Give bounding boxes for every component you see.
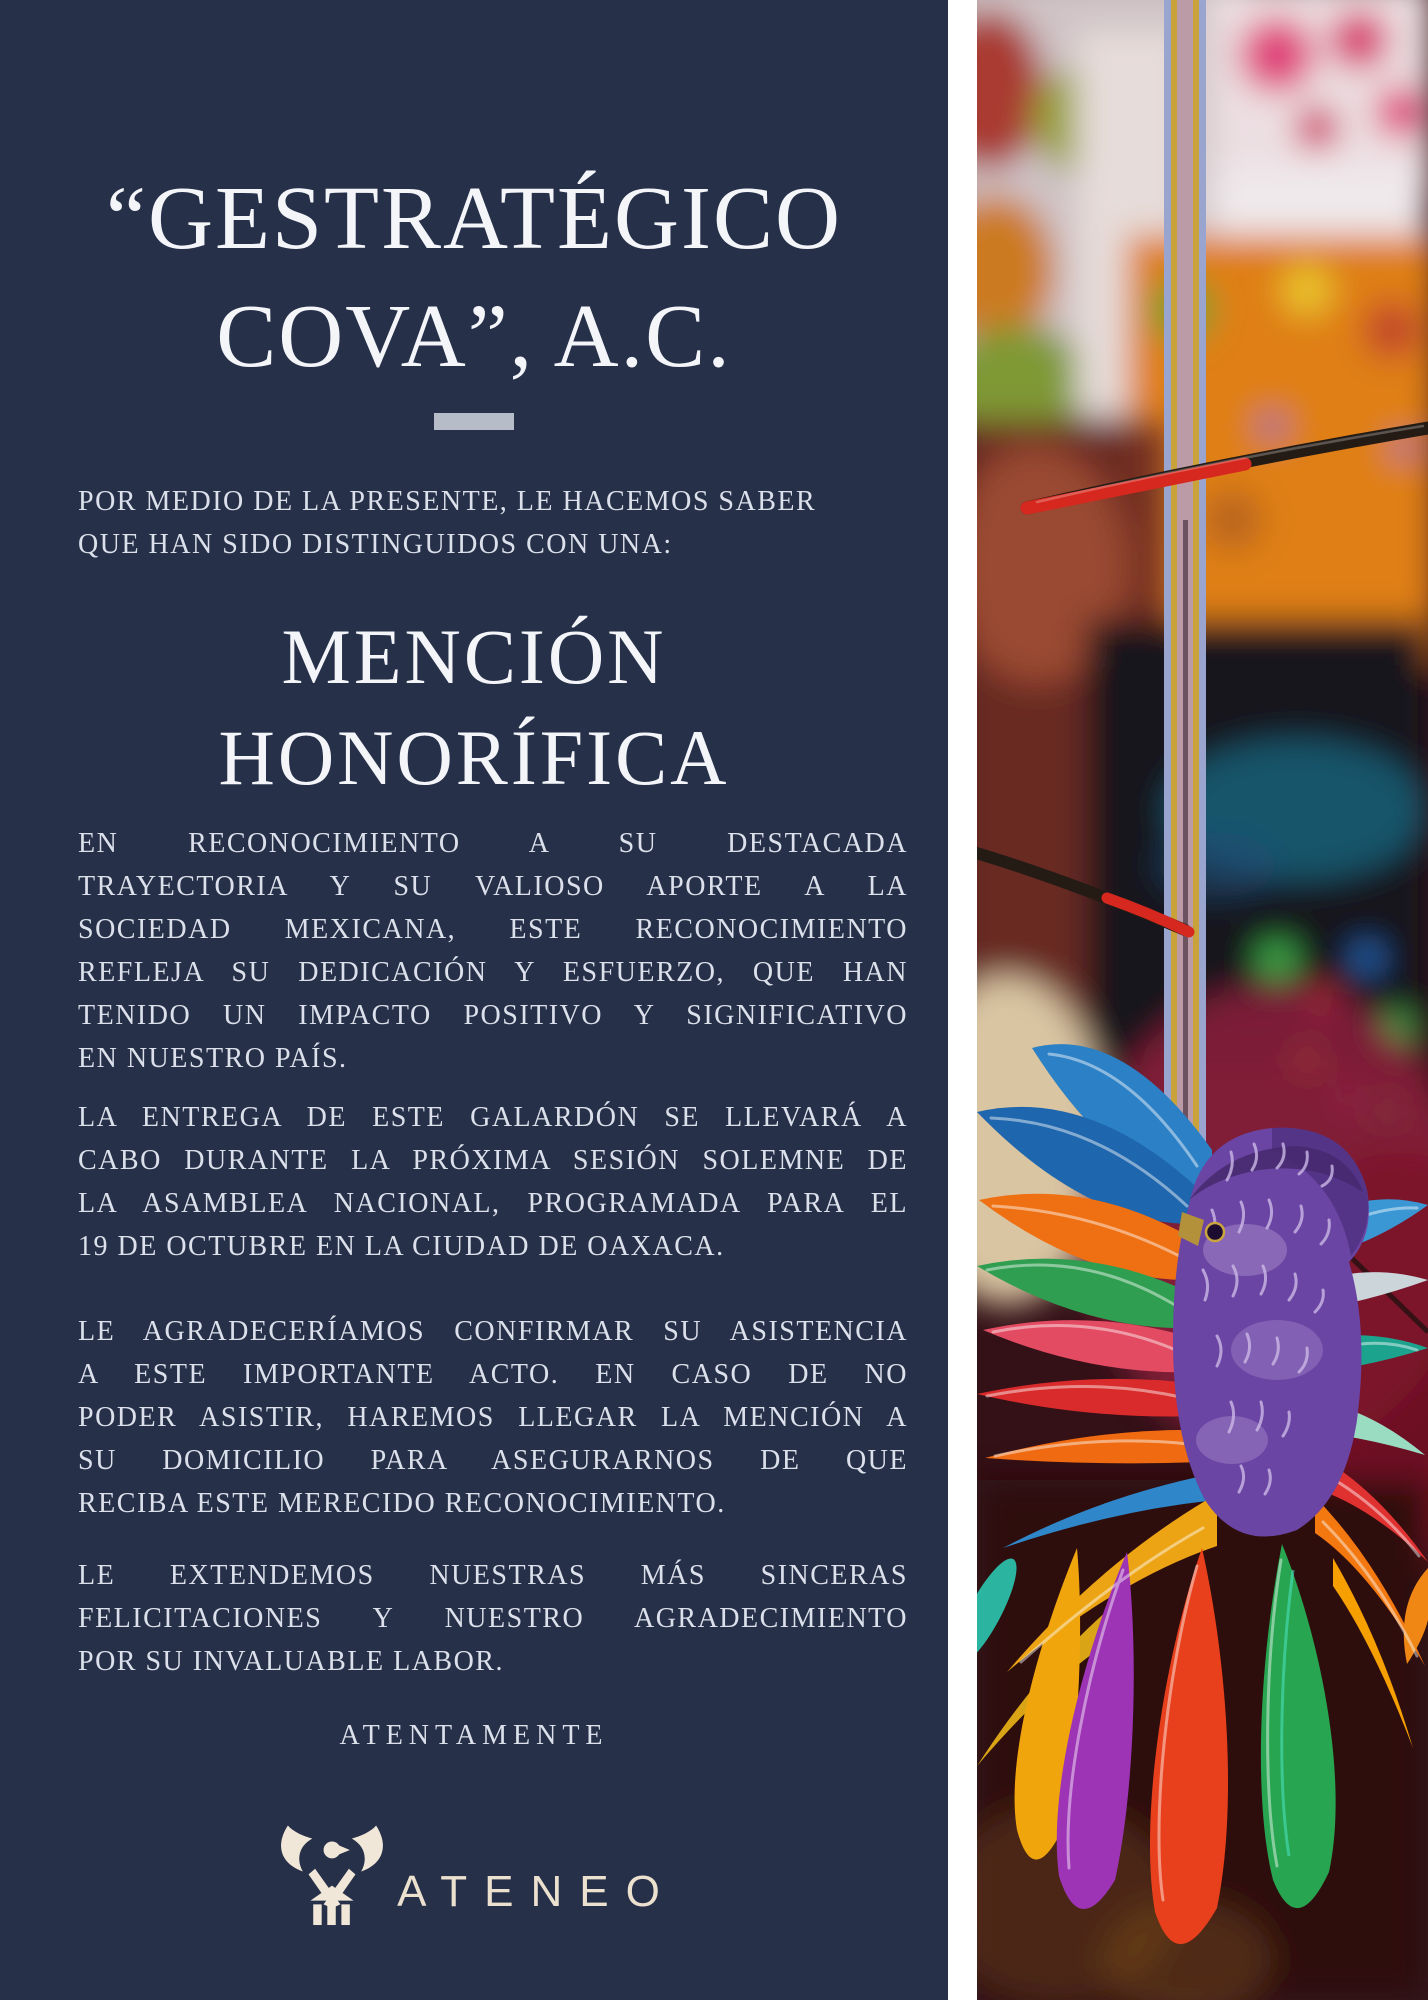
panel-photo-gutter xyxy=(948,0,977,2000)
body-paragraph-1 xyxy=(78,822,908,1080)
paragraph-line: LE AGRADECERÍAMOS CONFIRMAR SU ASISTENCIA xyxy=(78,1316,908,1347)
organization-title-line: “GESTRATÉGICO xyxy=(106,169,842,269)
paragraph-line: POR SU INVALUABLE LABOR. xyxy=(78,1646,504,1677)
award-heading xyxy=(0,606,948,808)
ribbon-hole xyxy=(1206,1223,1224,1241)
organization-title xyxy=(0,160,948,396)
paragraph-line: A ESTE IMPORTANTE ACTO. EN CASO DE NO xyxy=(78,1359,908,1390)
hummingbird-body xyxy=(1173,1128,1369,1537)
award-heading-line: HONORÍFICA xyxy=(218,714,730,801)
paragraph-line: 19 DE OCTUBRE EN LA CIUDAD DE OAXACA. xyxy=(78,1231,725,1262)
paragraph-line: TRAYECTORIA Y SU VALIOSO APORTE A LA xyxy=(78,871,908,902)
paragraph-line: EN RECONOCIMIENTO A SU DESTACADA xyxy=(78,828,908,859)
hanging-ribbon xyxy=(1164,0,1206,1220)
paragraph-line: TENIDO UN IMPACTO POSITIVO Y SIGNIFICATIVO xyxy=(78,1000,908,1031)
title-divider xyxy=(434,413,514,430)
paragraph-line: EN NUESTRO PAÍS. xyxy=(78,1043,348,1074)
paragraph-line: RECIBA ESTE MERECIDO RECONOCIMIENTO. xyxy=(78,1488,726,1519)
ateneo-eagle-column-icon xyxy=(271,1816,393,1928)
ateneo-logo xyxy=(0,1798,948,1928)
intro-paragraph xyxy=(78,480,908,566)
paragraph-line: SU DOMICILIO PARA ASEGURARNOS DE QUE xyxy=(78,1445,908,1476)
ateneo-wordmark: ATENEO xyxy=(397,1867,677,1916)
paragraph-line: LA ASAMBLEA NACIONAL, PROGRAMADA PARA EL xyxy=(78,1188,908,1219)
ornament-photo xyxy=(977,0,1428,2000)
award-heading-line: MENCIÓN xyxy=(281,613,667,700)
paragraph-line: CABO DURANTE LA PRÓXIMA SESIÓN SOLEMNE DE xyxy=(78,1145,908,1176)
intro-line: POR MEDIO DE LA PRESENTE, LE HACEMOS SABER xyxy=(78,486,817,517)
paragraph-line: LA ENTREGA DE ESTE GALARDÓN SE LLEVARÁ A xyxy=(78,1102,908,1133)
organization-title-line: COVA”, A.C. xyxy=(216,287,732,387)
body-paragraph-2 xyxy=(78,1096,908,1268)
paragraph-line: LE EXTENDEMOS NUESTRAS MÁS SINCERAS xyxy=(78,1560,908,1591)
body-paragraph-3 xyxy=(78,1310,908,1525)
paragraph-line: REFLEJA SU DEDICACIÓN Y ESFUERZO, QUE HAN xyxy=(78,957,908,988)
intro-line: QUE HAN SIDO DISTINGUIDOS CON UNA: xyxy=(78,529,673,560)
paragraph-line: PODER ASISTIR, HAREMOS LLEGAR LA MENCIÓN A xyxy=(78,1402,908,1433)
closing-salutation: ATENTAMENTE xyxy=(339,1720,609,1751)
paragraph-line: SOCIEDAD MEXICANA, ESTE RECONOCIMIENTO xyxy=(78,914,908,945)
paragraph-line: FELICITACIONES Y NUESTRO AGRADECIMIENTO xyxy=(78,1603,908,1634)
body-paragraph-4 xyxy=(78,1554,908,1683)
